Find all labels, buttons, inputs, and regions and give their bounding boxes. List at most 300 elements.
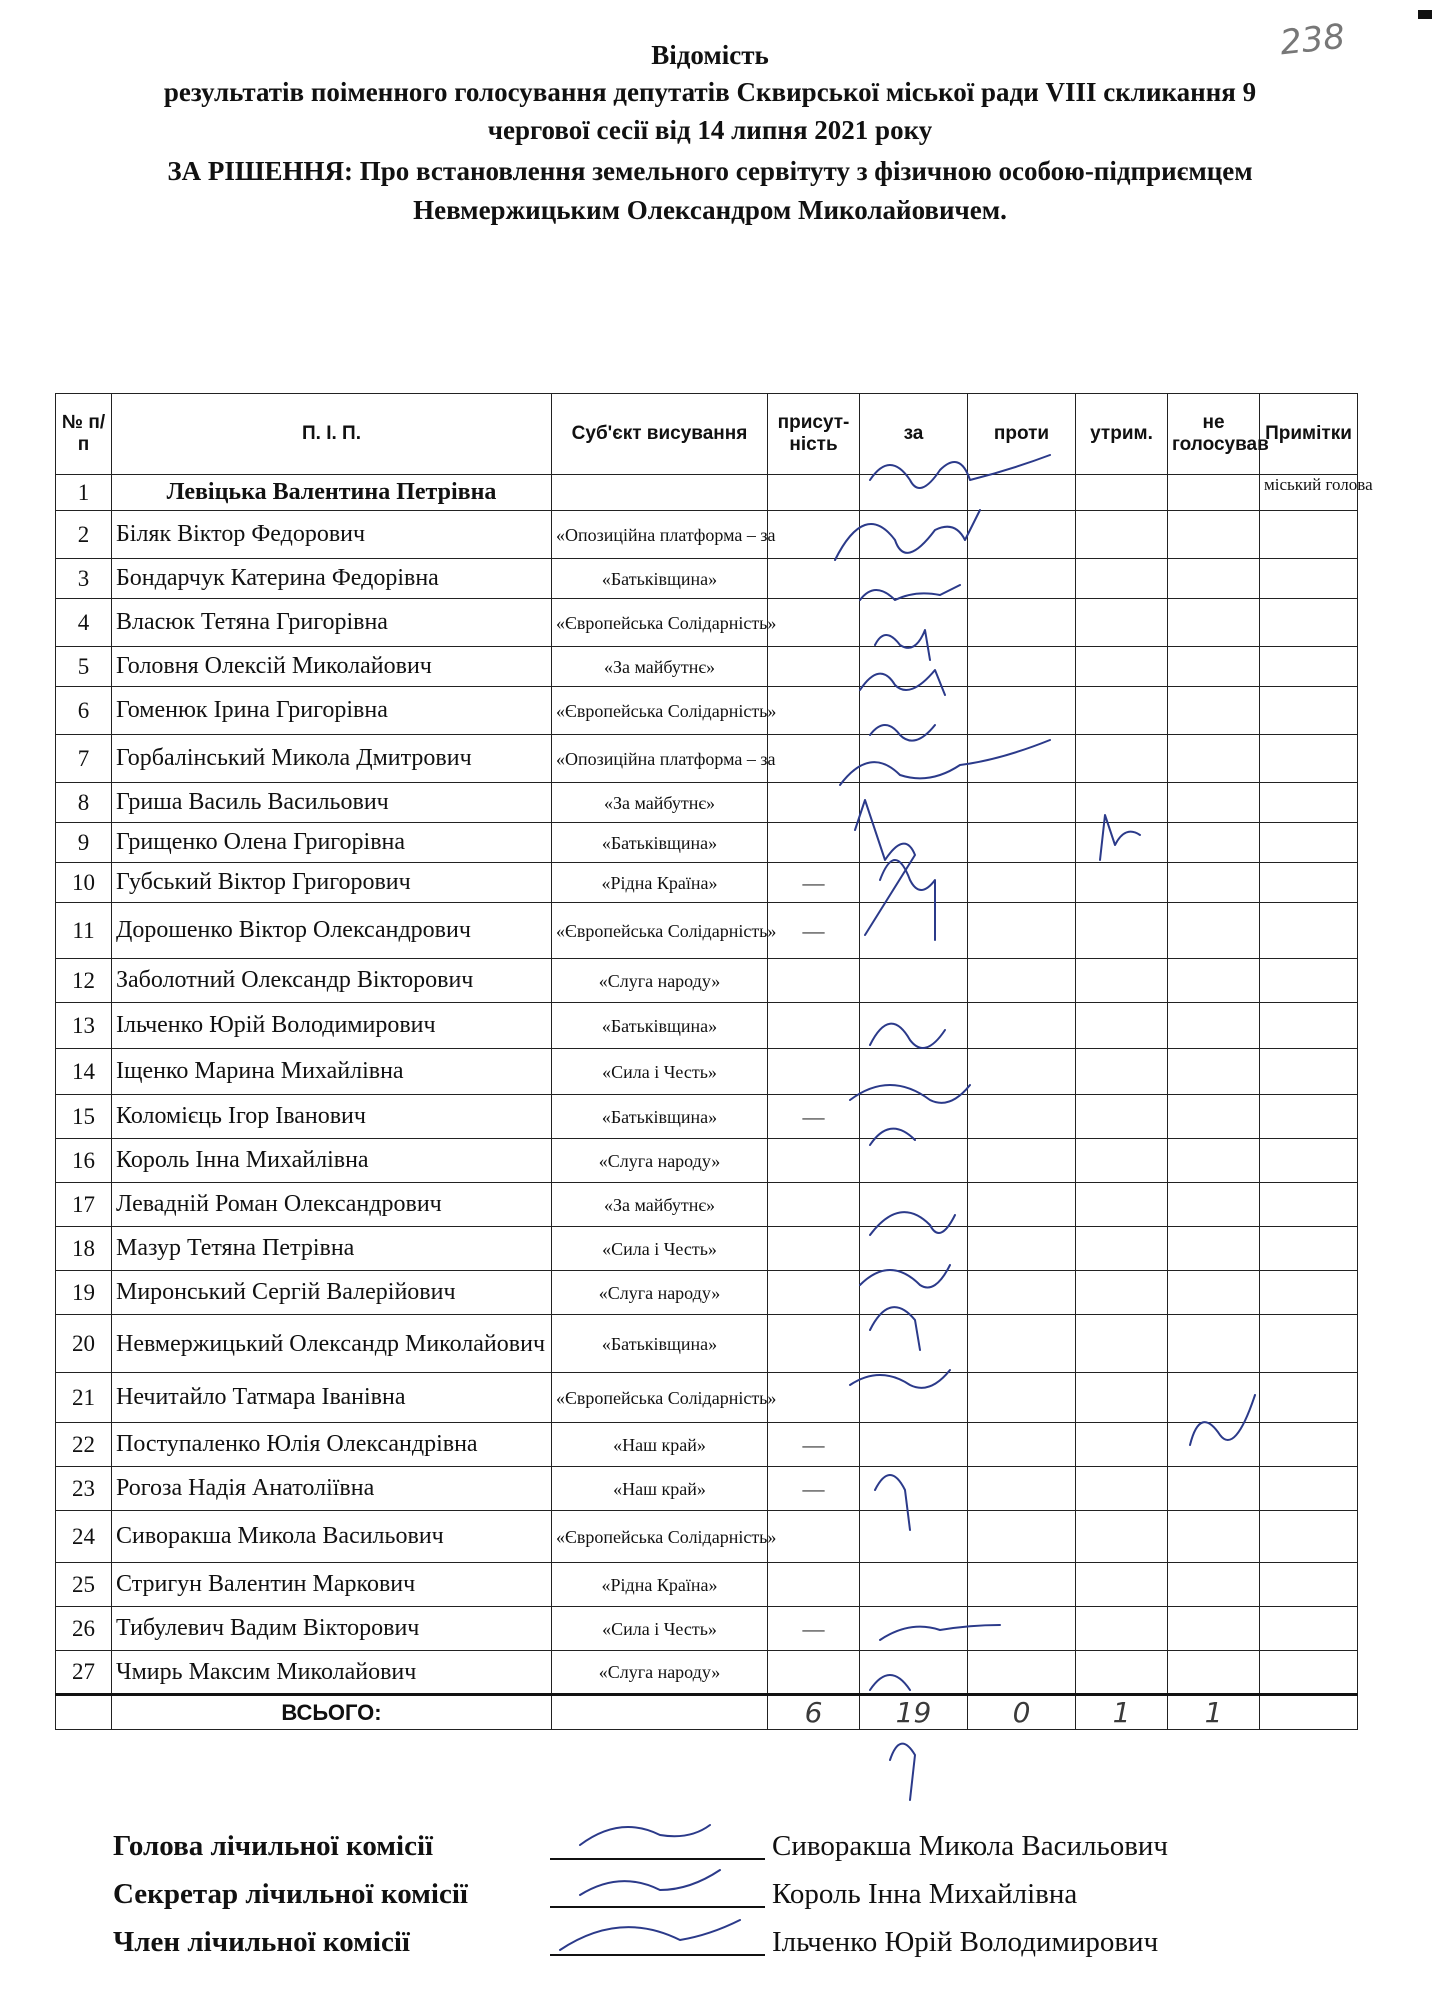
vote-against-cell (968, 863, 1076, 903)
vote-against-cell (968, 1139, 1076, 1183)
nominating-party: «Батьківщина» (552, 559, 768, 599)
total-label: ВСЬОГО: (112, 1695, 552, 1730)
nominating-party: «Батьківщина» (552, 1315, 768, 1373)
vote-against-cell (968, 559, 1076, 599)
presence-cell (768, 783, 860, 823)
not-voted-cell (1168, 599, 1260, 647)
document-title: Відомість (651, 40, 769, 70)
decision-title: ЗА РІШЕННЯ: Про встановлення земельного сервітуту з фізичною особою-підприємцем (167, 156, 1253, 186)
deputy-name: Нечитайло Татмара Іванівна (112, 1373, 552, 1423)
row-number: 22 (56, 1423, 112, 1467)
note-cell (1260, 959, 1358, 1003)
total-absent: 6 (768, 1695, 860, 1730)
table-row (56, 1003, 1358, 1049)
table-row (56, 863, 1358, 903)
note-cell (1260, 863, 1358, 903)
presence-cell (768, 959, 860, 1003)
signature-line (550, 1954, 765, 1956)
nominating-party: «Рідна Країна» (552, 863, 768, 903)
vote-against-cell (968, 647, 1076, 687)
vote-for-cell (860, 1373, 968, 1423)
signature-scribble (560, 1920, 740, 1950)
vote-against-cell (968, 1271, 1076, 1315)
vote-for-cell (860, 1423, 968, 1467)
commission-head-name: Сиворакша Микола Васильович (772, 1830, 1169, 1862)
nominating-party: «Слуга народу» (552, 1651, 768, 1695)
vote-for-cell (860, 647, 968, 687)
vote-for-cell (860, 1049, 968, 1095)
table-row (56, 511, 1358, 559)
nominating-party: «Слуга народу» (552, 1271, 768, 1315)
presence-cell (768, 1183, 860, 1227)
table-row (56, 735, 1358, 783)
vote-against-cell (968, 475, 1076, 511)
vote-abstain-cell (1076, 1049, 1168, 1095)
scan-mark (1418, 10, 1432, 19)
deputy-name: Сиворакша Микола Васильович (112, 1511, 552, 1563)
vote-abstain-cell (1076, 511, 1168, 559)
table-row (56, 599, 1358, 647)
col-abstain: утрим. (1076, 394, 1168, 475)
vote-abstain-cell (1076, 1139, 1168, 1183)
row-number: 6 (56, 687, 112, 735)
vote-for-cell (860, 1139, 968, 1183)
vote-abstain-cell (1076, 783, 1168, 823)
not-voted-cell (1168, 823, 1260, 863)
vote-against-cell (968, 1467, 1076, 1511)
vote-abstain-cell (1076, 599, 1168, 647)
vote-for-cell (860, 599, 968, 647)
deputy-name: Губський Віктор Григорович (112, 863, 552, 903)
vote-against-cell (968, 1511, 1076, 1563)
vote-against-cell (968, 1183, 1076, 1227)
vote-against-cell (968, 1003, 1076, 1049)
vote-against-cell (968, 903, 1076, 959)
vote-for-cell (860, 735, 968, 783)
row-number: 27 (56, 1651, 112, 1695)
vote-against-cell (968, 687, 1076, 735)
vote-against-cell (968, 1651, 1076, 1695)
note-cell (1260, 735, 1358, 783)
table-row (56, 1373, 1358, 1423)
vote-against-cell (968, 959, 1076, 1003)
vote-for-cell (860, 1227, 968, 1271)
presence-cell: — (768, 1467, 860, 1511)
nominating-party: «За майбутнє» (552, 1183, 768, 1227)
total-against: 0 (968, 1695, 1076, 1730)
row-number: 1 (56, 475, 112, 511)
presence-cell (768, 823, 860, 863)
row-number: 19 (56, 1271, 112, 1315)
vote-for-cell (860, 1315, 968, 1373)
table-row (56, 1607, 1358, 1651)
vote-abstain-cell (1076, 1183, 1168, 1227)
table-header-row (56, 394, 1358, 475)
document-session-date: чергової сесії від 14 липня 2021 року (487, 115, 933, 145)
note-cell (1260, 1373, 1358, 1423)
table-row (56, 1467, 1358, 1511)
col-against: проти (968, 394, 1076, 475)
deputy-name: Левіцька Валентина Петрівна (112, 475, 552, 511)
note-cell (1260, 1423, 1358, 1467)
note-cell (1260, 599, 1358, 647)
not-voted-cell (1168, 783, 1260, 823)
vote-abstain-cell (1076, 687, 1168, 735)
not-voted-cell (1168, 1139, 1260, 1183)
vote-abstain-cell (1076, 1563, 1168, 1607)
vote-abstain-cell (1076, 647, 1168, 687)
not-voted-cell (1168, 1511, 1260, 1563)
vote-against-cell (968, 823, 1076, 863)
vote-against-cell (968, 1049, 1076, 1095)
total-abstain: 1 (1076, 1695, 1168, 1730)
row-number: 21 (56, 1373, 112, 1423)
table-row (56, 823, 1358, 863)
col-party: Суб'єкт висування (552, 394, 768, 475)
vote-against-cell (968, 735, 1076, 783)
nominating-party: «Рідна Країна» (552, 1563, 768, 1607)
presence-cell (768, 599, 860, 647)
not-voted-cell (1168, 559, 1260, 599)
commission-secretary-role: Секретар лічильної комісії (113, 1878, 468, 1910)
presence-cell: — (768, 863, 860, 903)
note-cell (1260, 559, 1358, 599)
table-row (56, 1095, 1358, 1139)
vote-abstain-cell (1076, 959, 1168, 1003)
col-number: № п/п (56, 394, 112, 475)
vote-abstain-cell (1076, 1607, 1168, 1651)
note-cell (1260, 1095, 1358, 1139)
not-voted-cell (1168, 475, 1260, 511)
presence-cell (768, 1049, 860, 1095)
signature-scribble (580, 1870, 720, 1895)
nominating-party: «Сила і Честь» (552, 1607, 768, 1651)
total-spacer (56, 1695, 112, 1730)
note-cell (1260, 647, 1358, 687)
row-number: 24 (56, 1511, 112, 1563)
deputy-name: Бондарчук Катерина Федорівна (112, 559, 552, 599)
nominating-party: «За майбутнє» (552, 647, 768, 687)
col-notes: Примітки (1260, 394, 1358, 475)
vote-abstain-cell (1076, 1373, 1168, 1423)
presence-cell: — (768, 1423, 860, 1467)
row-number: 23 (56, 1467, 112, 1511)
nominating-party: «Європейська Солідарність» (552, 1373, 768, 1423)
nominating-party: «Сила і Честь» (552, 1227, 768, 1271)
note-cell (1260, 1607, 1358, 1651)
presence-cell (768, 1651, 860, 1695)
vote-for-cell (860, 1511, 968, 1563)
deputy-name: Рогоза Надія Анатоліївна (112, 1467, 552, 1511)
nominating-party: «Слуга народу» (552, 959, 768, 1003)
vote-abstain-cell (1076, 1095, 1168, 1139)
deputy-name: Мазур Тетяна Петрівна (112, 1227, 552, 1271)
vote-abstain-cell (1076, 1467, 1168, 1511)
note-cell (1260, 1271, 1358, 1315)
nominating-party: «Європейська Солідарність» (552, 687, 768, 735)
note-cell (1260, 1563, 1358, 1607)
page-number: 238 (1278, 16, 1347, 64)
vote-abstain-cell (1076, 1271, 1168, 1315)
row-number: 13 (56, 1003, 112, 1049)
note-cell (1260, 1651, 1358, 1695)
note-cell (1260, 823, 1358, 863)
note-cell (1260, 783, 1358, 823)
nominating-party: «Опозиційна платформа – за (552, 735, 768, 783)
vote-abstain-cell (1076, 903, 1168, 959)
not-voted-cell (1168, 1563, 1260, 1607)
not-voted-cell (1168, 1003, 1260, 1049)
table-row (56, 1271, 1358, 1315)
vote-abstain-cell (1076, 863, 1168, 903)
commission-head-role: Голова лічильної комісії (113, 1830, 434, 1862)
presence-cell (768, 1139, 860, 1183)
deputy-name: Тибулевич Вадим Вікторович (112, 1607, 552, 1651)
not-voted-cell (1168, 1095, 1260, 1139)
table-row (56, 1511, 1358, 1563)
row-number: 26 (56, 1607, 112, 1651)
vote-for-cell (860, 959, 968, 1003)
row-number: 11 (56, 903, 112, 959)
not-voted-cell (1168, 647, 1260, 687)
presence-cell (768, 1003, 860, 1049)
presence-cell: — (768, 903, 860, 959)
nominating-party: «Наш край» (552, 1423, 768, 1467)
deputy-name: Грищенко Олена Григорівна (112, 823, 552, 863)
nominating-party: «За майбутнє» (552, 783, 768, 823)
deputy-name: Гриша Василь Васильович (112, 783, 552, 823)
not-voted-cell (1168, 1467, 1260, 1511)
vote-against-cell (968, 783, 1076, 823)
deputy-name: Ільченко Юрій Володимирович (112, 1003, 552, 1049)
row-number: 16 (56, 1139, 112, 1183)
not-voted-cell (1168, 1607, 1260, 1651)
note-cell (1260, 1315, 1358, 1373)
vote-for-cell (860, 823, 968, 863)
table-row (56, 1049, 1358, 1095)
table-row (56, 1183, 1358, 1227)
deputy-name: Іщенко Марина Михайлівна (112, 1049, 552, 1095)
table-row (56, 1563, 1358, 1607)
signature-line (550, 1906, 765, 1908)
not-voted-cell (1168, 1651, 1260, 1695)
vote-abstain-cell (1076, 1511, 1168, 1563)
table-row (56, 903, 1358, 959)
nominating-party: «Слуга народу» (552, 1139, 768, 1183)
commission-member-role: Член лічильної комісії (113, 1926, 410, 1958)
presence-cell (768, 735, 860, 783)
vote-abstain-cell (1076, 823, 1168, 863)
vote-abstain-cell (1076, 1315, 1168, 1373)
not-voted-cell (1168, 511, 1260, 559)
note-cell (1260, 687, 1358, 735)
vote-for-cell (860, 903, 968, 959)
presence-cell (768, 1271, 860, 1315)
deputy-name: Король Інна Михайлівна (112, 1139, 552, 1183)
presence-cell (768, 687, 860, 735)
nominating-party: «Сила і Честь» (552, 1049, 768, 1095)
vote-against-cell (968, 599, 1076, 647)
vote-abstain-cell (1076, 1651, 1168, 1695)
deputy-name: Власюк Тетяна Григорівна (112, 599, 552, 647)
nominating-party: «Батьківщина» (552, 1095, 768, 1139)
decision-title-cont: Невмержицьким Олександром Миколайовичем. (413, 195, 1007, 225)
not-voted-cell (1168, 1227, 1260, 1271)
col-presence: присут-ність (768, 394, 860, 475)
table-row (56, 783, 1358, 823)
deputy-name: Заболотний Олександр Вікторович (112, 959, 552, 1003)
deputy-name: Невмержицький Олександр Миколайович (112, 1315, 552, 1373)
table-row (56, 559, 1358, 599)
row-number: 12 (56, 959, 112, 1003)
presence-cell: — (768, 1095, 860, 1139)
vote-for-cell (860, 1095, 968, 1139)
presence-cell (768, 475, 860, 511)
total-row (56, 1695, 1358, 1730)
vote-abstain-cell (1076, 1423, 1168, 1467)
presence-cell (768, 1563, 860, 1607)
table-row (56, 1423, 1358, 1467)
voting-table (55, 393, 1373, 1730)
vote-against-cell (968, 1095, 1076, 1139)
total-not-voted: 1 (1168, 1695, 1260, 1730)
table-row (56, 1227, 1358, 1271)
vote-for-cell (860, 475, 968, 511)
col-name: П. І. П. (112, 394, 552, 475)
note-cell (1260, 1139, 1358, 1183)
col-for: за (860, 394, 968, 475)
row-number: 18 (56, 1227, 112, 1271)
nominating-party: «Наш край» (552, 1467, 768, 1511)
not-voted-cell (1168, 903, 1260, 959)
table-row (56, 475, 1358, 511)
total-notes-spacer (1260, 1695, 1358, 1730)
vote-for-cell (860, 559, 968, 599)
note-cell: міський голова (1260, 475, 1358, 511)
deputy-name: Чмирь Максим Миколайович (112, 1651, 552, 1695)
note-cell (1260, 1183, 1358, 1227)
table-row (56, 1651, 1358, 1695)
row-number: 17 (56, 1183, 112, 1227)
presence-cell (768, 1315, 860, 1373)
vote-abstain-cell (1076, 475, 1168, 511)
vote-against-cell (968, 1607, 1076, 1651)
deputy-name: Миронський Сергій Валерійович (112, 1271, 552, 1315)
deputy-name: Головня Олексій Миколайович (112, 647, 552, 687)
vote-for-cell (860, 1607, 968, 1651)
note-cell (1260, 903, 1358, 959)
vote-abstain-cell (1076, 559, 1168, 599)
total-party-spacer (552, 1695, 768, 1730)
document-subtitle: результатів поіменного голосування депутатів Сквирської міської ради VIII скликання 9 (163, 77, 1257, 107)
note-cell (1260, 1003, 1358, 1049)
row-number: 7 (56, 735, 112, 783)
row-number: 9 (56, 823, 112, 863)
row-number: 4 (56, 599, 112, 647)
nominating-party: «Європейська Солідарність» (552, 1511, 768, 1563)
vote-against-cell (968, 1227, 1076, 1271)
commission-secretary-name: Король Інна Михайлівна (772, 1878, 1078, 1910)
row-number: 10 (56, 863, 112, 903)
row-number: 5 (56, 647, 112, 687)
nominating-party: «Європейська Солідарність» (552, 599, 768, 647)
signature-line (550, 1858, 765, 1860)
vote-for-cell (860, 1183, 968, 1227)
vote-for-cell (860, 1563, 968, 1607)
signature-scribble (890, 1744, 915, 1800)
deputy-name: Біляк Віктор Федорович (112, 511, 552, 559)
not-voted-cell (1168, 687, 1260, 735)
note-cell (1260, 1227, 1358, 1271)
note-cell (1260, 511, 1358, 559)
deputy-name: Стригун Валентин Маркович (112, 1563, 552, 1607)
vote-for-cell (860, 863, 968, 903)
note-cell (1260, 1467, 1358, 1511)
presence-cell (768, 1511, 860, 1563)
vote-for-cell (860, 1651, 968, 1695)
table-row (56, 647, 1358, 687)
nominating-party: «Європейська Солідарність» (552, 903, 768, 959)
nominating-party (552, 475, 768, 511)
row-number: 8 (56, 783, 112, 823)
row-number: 25 (56, 1563, 112, 1607)
commission-member-name: Ільченко Юрій Володимирович (772, 1926, 1159, 1958)
vote-for-cell (860, 783, 968, 823)
vote-against-cell (968, 1423, 1076, 1467)
note-cell (1260, 1049, 1358, 1095)
col-not-voted: не голосував (1168, 394, 1260, 475)
not-voted-cell (1168, 863, 1260, 903)
presence-cell (768, 559, 860, 599)
table-row (56, 1139, 1358, 1183)
note-cell (1260, 1511, 1358, 1563)
vote-for-cell (860, 511, 968, 559)
deputy-name: Коломієць Ігор Іванович (112, 1095, 552, 1139)
row-number: 3 (56, 559, 112, 599)
table-row (56, 687, 1358, 735)
not-voted-cell (1168, 959, 1260, 1003)
deputy-name: Гоменюк Ірина Григорівна (112, 687, 552, 735)
vote-abstain-cell (1076, 735, 1168, 783)
total-for: 19 (860, 1695, 968, 1730)
vote-against-cell (968, 1315, 1076, 1373)
not-voted-cell (1168, 1423, 1260, 1467)
nominating-party: «Батьківщина» (552, 1003, 768, 1049)
deputy-name: Поступаленко Юлія Олександрівна (112, 1423, 552, 1467)
vote-against-cell (968, 1563, 1076, 1607)
signature-scribble (580, 1825, 710, 1845)
nominating-party: «Опозиційна платформа – за (552, 511, 768, 559)
vote-for-cell (860, 1003, 968, 1049)
nominating-party: «Батьківщина» (552, 823, 768, 863)
presence-cell (768, 1227, 860, 1271)
not-voted-cell (1168, 1049, 1260, 1095)
row-number: 15 (56, 1095, 112, 1139)
vote-for-cell (860, 687, 968, 735)
not-voted-cell (1168, 735, 1260, 783)
presence-cell (768, 511, 860, 559)
presence-cell (768, 647, 860, 687)
row-number: 14 (56, 1049, 112, 1095)
vote-abstain-cell (1076, 1227, 1168, 1271)
table-row (56, 959, 1358, 1003)
vote-for-cell (860, 1271, 968, 1315)
row-number: 20 (56, 1315, 112, 1373)
vote-abstain-cell (1076, 1003, 1168, 1049)
deputy-name: Левадній Роман Олександрович (112, 1183, 552, 1227)
vote-against-cell (968, 511, 1076, 559)
deputy-name: Горбалінський Микола Дмитрович (112, 735, 552, 783)
